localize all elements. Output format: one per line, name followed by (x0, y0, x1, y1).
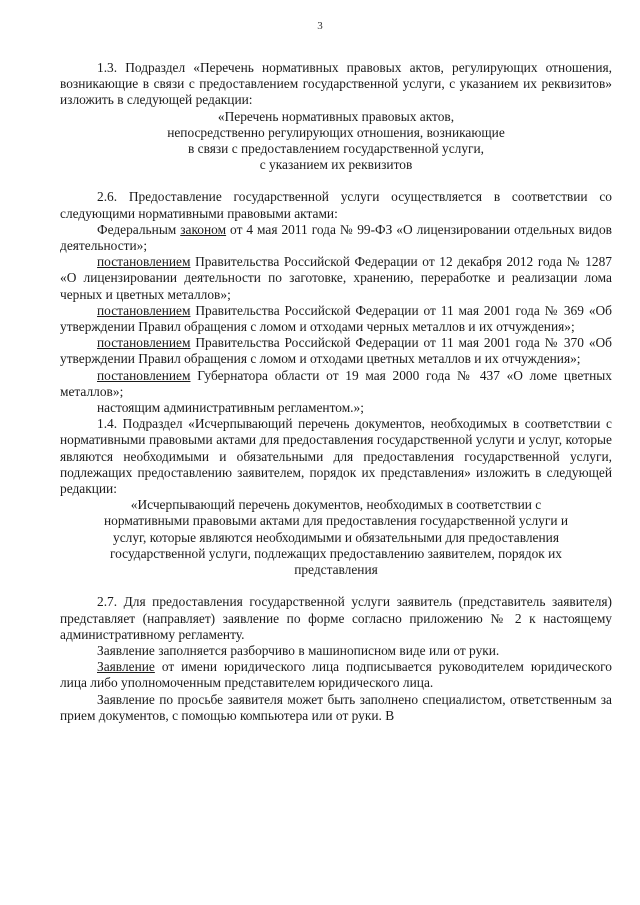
section-1-3-heading (60, 109, 612, 174)
heading-line: «Перечень нормативных правовых актов, (217, 108, 455, 124)
heading-line: представления (294, 562, 378, 578)
legal-act-link[interactable]: постановлением (97, 335, 191, 351)
legal-act-text: Правительства Российской Федерации от 11 мая 2001 года № 370 «Об утверждении Правил обращения с ломом и отходами цветных металлов и их отчуждения»; (60, 335, 612, 367)
legal-act-item: настоящим административным регламентом.»; (97, 400, 364, 416)
heading-line: в связи с предоставлением государственной услуги, (187, 141, 485, 157)
page-number: 3 (317, 20, 323, 32)
legal-act-text: Правительства Российской Федерации от 11 мая 2001 года № 369 «Об утверждении Правил обращения с ломом и отходами черных металлов и их отчуждения»; (60, 302, 612, 335)
heading-line: непосредственно регулирующих отношения, возникающие (167, 124, 505, 140)
section-1-4-intro: 1.4. Подраздел «Исчерпывающий перечень документов, необходимых в соответствии с нормативными правовыми актами для предоставления государственной услуги и услуг, которые являются необходимыми и обязательными для предоставления государственной услуги, подлежащих предоставлению заявителем, порядок их представления» изложить в следующей редакции: (60, 416, 612, 497)
legal-act-text: от 4 мая 2011 года № 99-ФЗ «О лицензировании отдельных видов деятельности»; (60, 221, 612, 254)
legal-act-item (60, 222, 612, 254)
legal-act-text: Губернатора области от 19 мая 2000 года № 437 «О ломе цветных металлов»; (60, 367, 612, 399)
heading-line: услуг, которые являются необходимыми и обязательными для предоставления (113, 529, 559, 545)
legal-act-link[interactable]: постановлением (97, 254, 191, 270)
legal-act-link[interactable]: постановлением (97, 367, 191, 383)
section-2-7-paragraph: Заявление заполняется разборчиво в машинописном виде или от руки. (97, 642, 500, 658)
heading-line: «Исчерпывающий перечень документов, необходимых в соответствии с (130, 497, 542, 513)
section-2-7-paragraph (60, 659, 612, 691)
paragraph-text: от имени юридического лица подписывается руководителем юридического лица либо уполномоченным представителем юридического лица. (60, 659, 612, 691)
application-link[interactable]: Заявление (97, 659, 155, 675)
section-2-7-paragraph: Заявление по просьбе заявителя может быть заполнено специалистом, ответственным за прием документов, с помощью компьютера или от руки. В (60, 691, 612, 723)
legal-act-item (60, 254, 612, 303)
legal-act-prefix: Федеральным (97, 221, 181, 237)
heading-line: с указанием их реквизитов (259, 157, 413, 173)
heading-line: нормативными правовыми актами для предоставления государственной услуги и (103, 513, 569, 529)
section-2-6-intro: 2.6. Предоставление государственной услуги осуществляется в соответствии со следующими нормативными правовыми актами: (60, 189, 612, 221)
legal-act-link[interactable]: законом (180, 221, 227, 237)
document-body (60, 60, 612, 724)
legal-act-item (60, 335, 612, 367)
section-1-4-heading (60, 497, 612, 578)
section-2-7-paragraph: 2.7. Для предоставления государственной услуги заявитель (представитель заявителя) представляет (направляет) заявление по форме согласно приложению № 2 к настоящему административному регламенту. (60, 594, 612, 642)
legal-act-item (60, 303, 612, 335)
legal-act-text: Правительства Российской Федерации от 12 декабря 2012 года № 1287 «О лицензировании деятельности по заготовке, хранению, переработке и реализации лома черных и цветных металлов»; (60, 254, 612, 302)
heading-line: государственной услуги, подлежащих предоставлению заявителем, порядок их (109, 545, 563, 561)
legal-act-item (60, 368, 612, 400)
legal-act-link[interactable]: постановлением (97, 302, 191, 318)
section-1-3-intro: 1.3. Подраздел «Перечень нормативных правовых актов, регулирующих отношения, возникающие в связи с предоставлением государственной услуги, с указанием их реквизитов» изложить в следующей редакции: (60, 60, 612, 108)
